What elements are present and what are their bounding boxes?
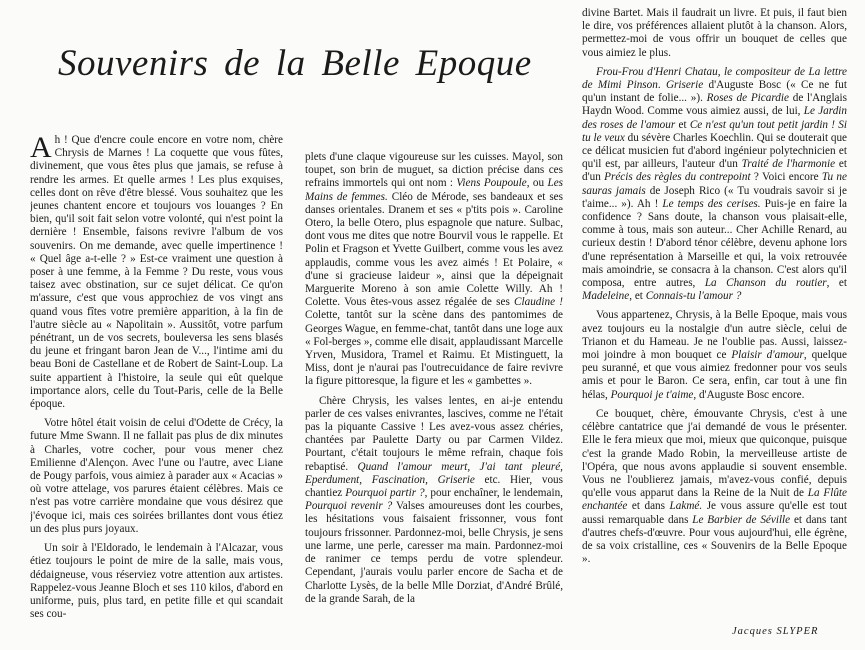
paragraph: Chère Chrysis, les valses lentes, en ai-je entendu parler de ces valses enivrantes, lascives, comme ne l'était pas la piquante Cassive ! Les avez-vous assez chéries, chantées par Paulette Darty ou par Carmen Vildez. Pourtant, c'était toujours le même refrain, chaque fois rebaptisé. Quand l'amour meurt, J'ai tant pleuré, Eperdument, Fascination, Griserie etc. Hier, vous chantiez Pourquoi partir ?, pour enchaîner, le lendemain, Pourquoi revenir ? Valses amoureuses dont les courbes, les hésitations vous faisaient frissonner, vous font toujours frissonner. Pardonnez-moi, belle Chrysis, je sens une larme, une perle, caresser ma main. Pardonnez-moi de ranimer ce temps perdu de votre splendeur. Cependant, j'aurais voulu parler encore de Sacha et de Charlotte Lysès, de la belle Mlle Dorziat, d'André Brûlé, de la grande Sarah, de la bbox=[305, 394, 563, 605]
drop-cap: A bbox=[30, 134, 52, 164]
text-column-2 bbox=[305, 151, 563, 642]
paragraph: Ah ! Que d'encre coule encore en votre nom, chère Chrysis de Marnes ! La coquette que vous fûtes, divinement, que vous êtes plus que jamais, se refuse à rendre les armes. Et quelle armes ! Les plus exquises, celles dont on rêve d'être blessé. Vous souhaitez que les jeunes chantent encore et toujours vos louanges ? En bien, qu'il soit fait selon votre volonté, qui n'est point la dernière ! Ensemble, faisons revivre l'album de vos souvenirs. On me demande, avec quelle impertinence ! « Quel âge a-t-elle ? » Est-ce vraiment une question à poser à une femme, à la Femme ? Du reste, vous vous taisez avec obstination, sur ce sujet délicat. Ce qu'on m'assure, c'est que vous approchiez de vos vingt ans quand vous fîtes votre première apparition, à la fin de l'autre siècle au « Napolitain ». Aussitôt, votre parfum pénétrant, un de vos secrets, bouleversa les sens blasés du jeune et fringant baron Jean de V..., l'intime ami du beau Boni de Castellane et de Robert de Saint-Loup. La suite appartient à l'histoire, la seule qui eût quelque importance alors, celle du Tout-Paris, celle de la Belle époque. bbox=[30, 134, 283, 411]
paragraph: plets d'une claque vigoureuse sur les cuisses. Mayol, son toupet, son brin de muguet, sa diction précise dans ces refrains immortels qui ont nom : Viens Poupoule, ou Les Mains de femmes. Cléo de Mérode, ses bandeaux et ses danses orientales. Dranem et ses « p'tits pois ». Caroline Otero, la belle Otero, plus espagnole que nature. Sulbac, dont vous me dites que notre Bourvil vous le rappelle. Et Polin et Fragson et Yvette Guilbert, comme vous les avez applaudis, comme vous les avez aimés ! Et Polaire, « d'une si gracieuse laideur », ainsi que la dépeignait Marguerite Moreno à son amie Colette Willy. Ah ! Colette. Vous êtes-vous assez régalée de ses Claudine ! Colette, tantôt sur la scène dans des pantomimes de Georges Wague, en femme-chat, tantôt dans une loge aux « Fol-berges », comme elle disait, applaudissant Marcelle Yrven, Musidora, Tramel et Raimu. Et Mistinguett, la Miss, dont je n'aurai pas l'outrecuidance de faire revivre la figure pittoresque, la figure et les « gambettes ». bbox=[305, 151, 563, 388]
paragraph: divine Bartet. Mais il faudrait un livre. Et puis, il faut bien le dire, vos préférences allaient plutôt à la chanson. Alors, permettez-moi de vous offrir un bouquet de celles que vous aimiez le plus. bbox=[582, 7, 847, 59]
paragraph: Un soir à l'Eldorado, le lendemain à l'Alcazar, vous étiez toujours le point de mire de la salle, mais vous, dédaigneuse, vous réserviez votre attention aux artistes. Rappelez-vous Jeanne Bloch et ses 110 kilos, d'abord en uniforme, puis, plus tard, en petite fille et qui scandait ses cou- bbox=[30, 542, 283, 621]
paragraph: Votre hôtel était voisin de celui d'Odette de Crécy, la future Mme Swann. Il ne fallait pas plus de dix minutes à Charles, votre cocher, pour vous mener chez Emilienne d'Alençon. Avec l'une ou l'autre, avec Liane de Pougy parfois, vous aimiez à parader aux « Acacias » où votre attelage, vos parures étaient célèbres. Mais ce n'est pas votre carrière mondaine que vous désirez que j'évoque ici, mais ces soirées brillantes dont vous étiez un des plus purs joyaux. bbox=[30, 417, 283, 535]
paragraph: Ce bouquet, chère, émouvante Chrysis, c'est à une célèbre cantatrice que j'ai demandé de vous le présenter. Elle le fera mieux que moi, mieux que quiconque, puisque c'est la grande Mado Robin, la merveilleuse artiste de l'Opéra, que nous avons applaudie si souvent ensemble. Vous ne l'oublierez jamais, m'avez-vous confié, depuis qu'elle vous apparut dans la Reine de la Nuit de La Flûte enchantée et dans Lakmé. Je vous assure qu'elle est tout aussi remarquable dans Le Barbier de Séville et dans tant d'autres chefs-d'œuvre. Pour vous aujourd'hui, elle égrène, de sa voix cristalline, ces « Souvenirs de la Belle Epoque ». bbox=[582, 407, 847, 566]
text-column-1 bbox=[30, 134, 283, 642]
text-column-3 bbox=[582, 7, 847, 647]
paragraph: Frou-Frou d'Henri Chatau, le compositeur de La lettre de Mimi Pinson. Griserie d'Auguste Bosc (« Ce ne fut qu'un instant de folie... »). Roses de Picardie de l'Anglais Haydn Wood. Comme vous aimiez aussi, de lui, Le Jardin des roses de l'amour et Ce n'est qu'un tout petit jardin ! Si tu le veux du sévère Charles Koechlin. Qui se douterait que ce délicat musicien fut d'abord ingénieur polytechnicien et qu'il est, par ailleurs, l'auteur d'un Traité de l'harmonie et d'un Précis des règles du contrepoint ? Voici encore Tu ne sauras jamais de Joseph Rico (« Tu voudrais savoir si je t'aime... »). Ah ! Le temps des cerises. Puis-je en faire la confidence ? Sans doute, la chanson vous plaisait-elle, comme à tous, mais son auteur... Cher Achille Renard, au curieux destin ! D'abord ténor célèbre, devenu aphone lors d'une représentation à Marseille et qui, la voix retrouvée mais amoindrie, se consacra à la chanson. C'est alors qu'il composa, entre autres, La Chanson du routier, et Madeleine, et Connais-tu l'amour ? bbox=[582, 65, 847, 303]
article-title: Souvenirs de la Belle Epoque bbox=[58, 43, 532, 84]
paragraph: Vous appartenez, Chrysis, à la Belle Epoque, mais vous avez toujours eu la nostalgie d'un autre siècle, celui de Trianon et du Hameau. Je ne l'oublie pas. Aussi, laissez-moi joindre à mon bouquet ce Plaisir d'amour, quelque peu suranné, et que vous aimiez fredonner pour vos seuls amis et pour le Baron. Ce sera, enfin, car tout à une fin hélas, Pourquoi je t'aime, d'Auguste Bosc encore. bbox=[582, 309, 847, 401]
author-signature: Jacques SLYPER bbox=[732, 626, 819, 637]
